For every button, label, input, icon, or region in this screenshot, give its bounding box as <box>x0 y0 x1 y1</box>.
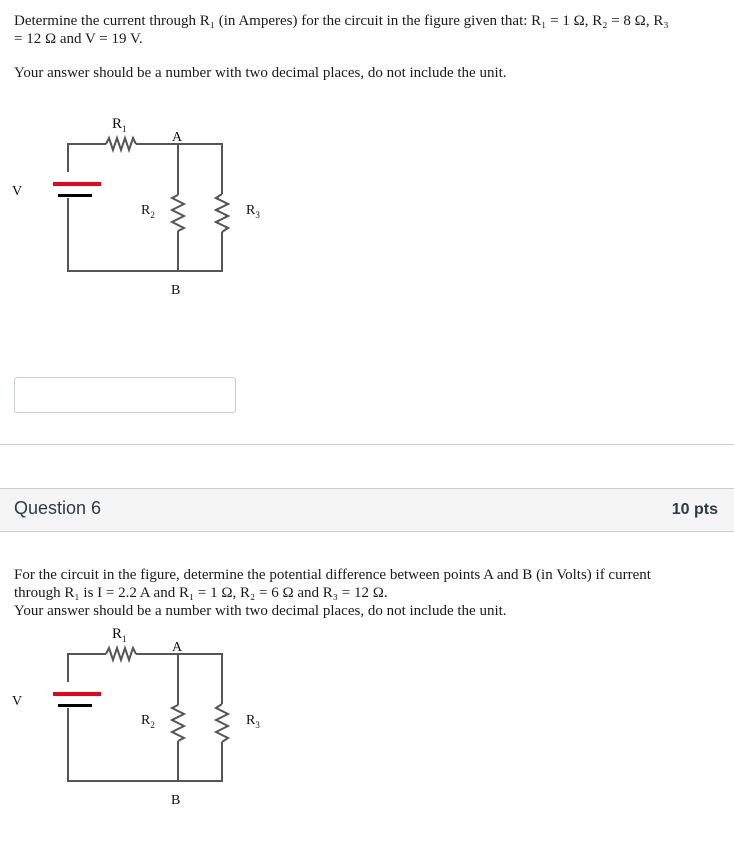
question-6-instruction: Your answer should be a number with two decimal places, do not include the unit. <box>14 603 507 619</box>
label-r2: $R_2$ <box>141 203 155 220</box>
label-r3: $R_3$ <box>246 203 260 220</box>
label-b: B <box>171 283 181 298</box>
question-6-title: Question 6 <box>14 498 102 518</box>
question-6-text-line-1: For the circuit in the figure, determine the potential difference between points A and B (in Volts) if current <box>14 567 651 583</box>
question-5-text-line-2: = 12 Ω and V = 19 V. <box>14 31 143 47</box>
question-5-text-line-1: Determine the current through R₁ (in Amperes) for the circuit in the figure given that: R₁ = 1 Ω, R₂ = 8 Ω, R₃ <box>14 13 669 29</box>
resistor-r2 <box>172 705 184 741</box>
question-6-points: 10 pts <box>671 501 718 518</box>
question-6-text-line-2: through R₁ is I = 2.2 A and R₁ = 1 Ω, R₂ = 6 Ω and R₃ = 12 Ω. <box>14 585 388 601</box>
wire <box>68 144 106 172</box>
label-a: A <box>172 130 183 145</box>
label-r3: $R_3$ <box>246 713 260 730</box>
question-6-text <box>14 566 651 620</box>
label-v: V <box>12 694 23 709</box>
label-r1: $R_1$ <box>112 116 127 134</box>
circuit-diagram-1 <box>0 110 300 305</box>
circuit-diagram-2 <box>0 620 300 820</box>
question-5-text <box>14 12 669 82</box>
label-r1: $R_1$ <box>112 626 127 644</box>
battery-negative-plate <box>58 704 92 707</box>
label-v: V <box>12 184 23 199</box>
battery-positive-plate <box>53 182 101 186</box>
label-b: B <box>171 793 181 808</box>
resistor-r1 <box>106 138 136 150</box>
question-5-instruction: Your answer should be a number with two decimal places, do not include the unit. <box>14 65 507 81</box>
resistor-r3 <box>216 704 228 742</box>
label-r2: $R_2$ <box>141 713 155 730</box>
question-6-header <box>0 488 734 532</box>
question-divider <box>0 444 734 445</box>
label-a: A <box>172 640 183 655</box>
resistor-r2 <box>172 195 184 231</box>
battery-positive-plate <box>53 692 101 696</box>
answer-input[interactable] <box>14 377 236 413</box>
resistor-r1 <box>106 648 136 660</box>
battery-negative-plate <box>58 194 92 197</box>
